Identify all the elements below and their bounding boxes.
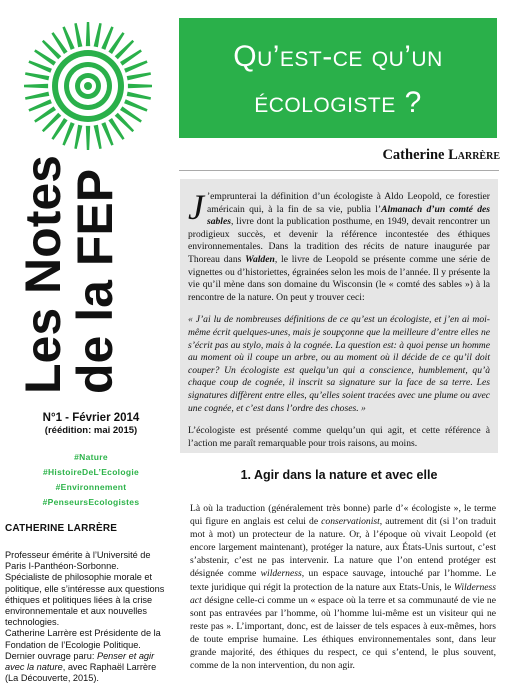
sun-ray <box>86 126 90 150</box>
page-title-text <box>233 40 443 119</box>
sun-ray <box>127 72 151 80</box>
sun-ring <box>84 82 92 90</box>
author-bio: Professeur émérite à l’Université de Paris I-Panthéon-Sorbonne. Spécialiste de philosophie morale et politique, elle s’intéresse aux questions éthiques et politiques liées à la crise environnementale et aux nouvelles technologies. Catherine Larrère est Présidente de la Fondation de l’Ecologie Politique. Dernier ouvrage paru: Penser et agir avec la nature, avec Raphaël Larrère (La Découverte, 2015). <box>5 550 165 684</box>
page-title-line: écologiste ? <box>254 86 422 119</box>
series-title-line2: de la FEP <box>67 168 123 394</box>
tag-item[interactable]: #Environnement <box>55 482 127 492</box>
sun-ray <box>25 72 49 80</box>
sun-ray <box>94 23 102 47</box>
intro-closing: L’écologiste est présenté comme quelqu’un qui agit, et cette référence à l’action me paraît remarquable pour trois raisons, au moins. <box>188 425 490 449</box>
sun-ray <box>24 84 48 88</box>
tag-item[interactable]: #PenseursEcologistes <box>42 497 140 507</box>
sun-ray <box>62 122 74 146</box>
sun-ray <box>25 92 49 100</box>
sun-ray <box>101 26 113 50</box>
series-title <box>8 148 168 396</box>
issue-number: N°1 - Février 2014 <box>42 412 140 424</box>
section-heading: 1. Agir dans la nature et avec elle <box>240 468 438 482</box>
sun-ray <box>101 122 113 146</box>
title-banner <box>179 18 497 138</box>
issue-meta <box>6 412 176 510</box>
sun-ray <box>74 23 82 47</box>
divider <box>179 170 499 171</box>
tag-item[interactable]: #Nature <box>74 452 108 462</box>
author-name: CATHERINE LARRÈRE <box>5 523 118 534</box>
sun-ray <box>94 125 102 149</box>
fep-sun-logo-icon <box>22 20 154 152</box>
tag-list <box>6 450 176 510</box>
intro-box <box>180 179 498 453</box>
leopold-quote: « J’ai lu de nombreuses définitions de ce qu’est un écologiste, et j’en ai moi-même écrit quelques-unes, mais je soupçonne que la meilleure d’entre elles ne s’écrit pas au stylo, mais à la cognée. La question est: à quoi pense un homme au moment où il coupe un arbre, ou au moment où il décide de ce qu’il doit couper? Un écologiste est quelqu’un qui a conscience, humblement, qu’à chaque coup de cognée, il inscrit sa signature sur la face de sa terre. Les signatures diffèrent entre elles, qu’elles soient tracées avec une plume ou avec une cognée, et c’est dans l’ordre des choses. » <box>188 314 490 414</box>
sun-ray <box>74 125 82 149</box>
sun-ray <box>127 92 151 100</box>
sun-ray <box>62 26 74 50</box>
article-author: Catherine Larrère <box>382 147 500 163</box>
sun-ray <box>28 99 52 111</box>
page-title <box>179 34 497 140</box>
sun-ray <box>124 99 148 111</box>
tag-item[interactable]: #HistoireDeL’Ecologie <box>42 467 140 477</box>
sun-ray <box>124 60 148 72</box>
sun-ray <box>28 60 52 72</box>
drop-cap: J <box>188 187 204 227</box>
sun-ray <box>128 84 152 88</box>
reedition-date: (réédition: mai 2015) <box>44 425 138 436</box>
series-title-line1: Les Notes <box>15 155 71 394</box>
section-body: Là où la traduction (généralement très bonne) parle d’« écologiste », le terme qui figure en anglais est celui de conservationist, autrement dit (si l’on traduit mot à mot) un protecteur de la nature. Or, à l’époque où vivait Leopold (et encore largement maintenant), protéger la nature, aux États-Unis surtout, c’est s’abstenir, c’est ne pas intervenir. La nature que l’on entend protéger est désignée comme wilderness, un espace sauvage, intouché par l’homme. Le texte juridique qui régit la protection de la nature aux Etats-Unis, le Wilderness act désigne celle-ci comme un « espace où la terre et sa communauté de vie ne sont pas entravées par l’homme, où l’homme lui-même est un visiteur qui ne reste pas ». L’important, donc, est de laisser de tels espaces à eux-mêmes, hors de toute emprise humaine. Les éthiques environnementales sont, dans leur grande majorité, des éthiques du respect, ce qui s’entend, le plus souvent, comme de la non intervention, du non agir. <box>190 503 497 672</box>
author-sidebar <box>5 523 165 684</box>
page-title-line: Qu’est-ce qu’un <box>233 40 443 73</box>
author-lastname: Larrère <box>448 147 500 163</box>
sun-ray <box>86 22 90 46</box>
intro-paragraph: J ’emprunterai la définition d’un écologiste à Aldo Leopold, ce forestier américain qui, à la fin de sa vie, publia l’Almanach d’un comté des sables, livre dont la publication posthume, en 1949, devait rencontrer un prodigieux succès, et devenir la référence incontestée des éthiques environnementales. Dans la tradition des récits de nature inaugurée par Thoreau dans Walden, le livre de Leopold se présente comme une série de vignettes ou d’historiettes, égrainées selon les mois de l’année. Il y présente la vie qu’il mène dans son domaine du Wisconsin (le « comté des sables ») à la rencontre de la nature. On peut y trouver ceci: <box>188 187 491 303</box>
